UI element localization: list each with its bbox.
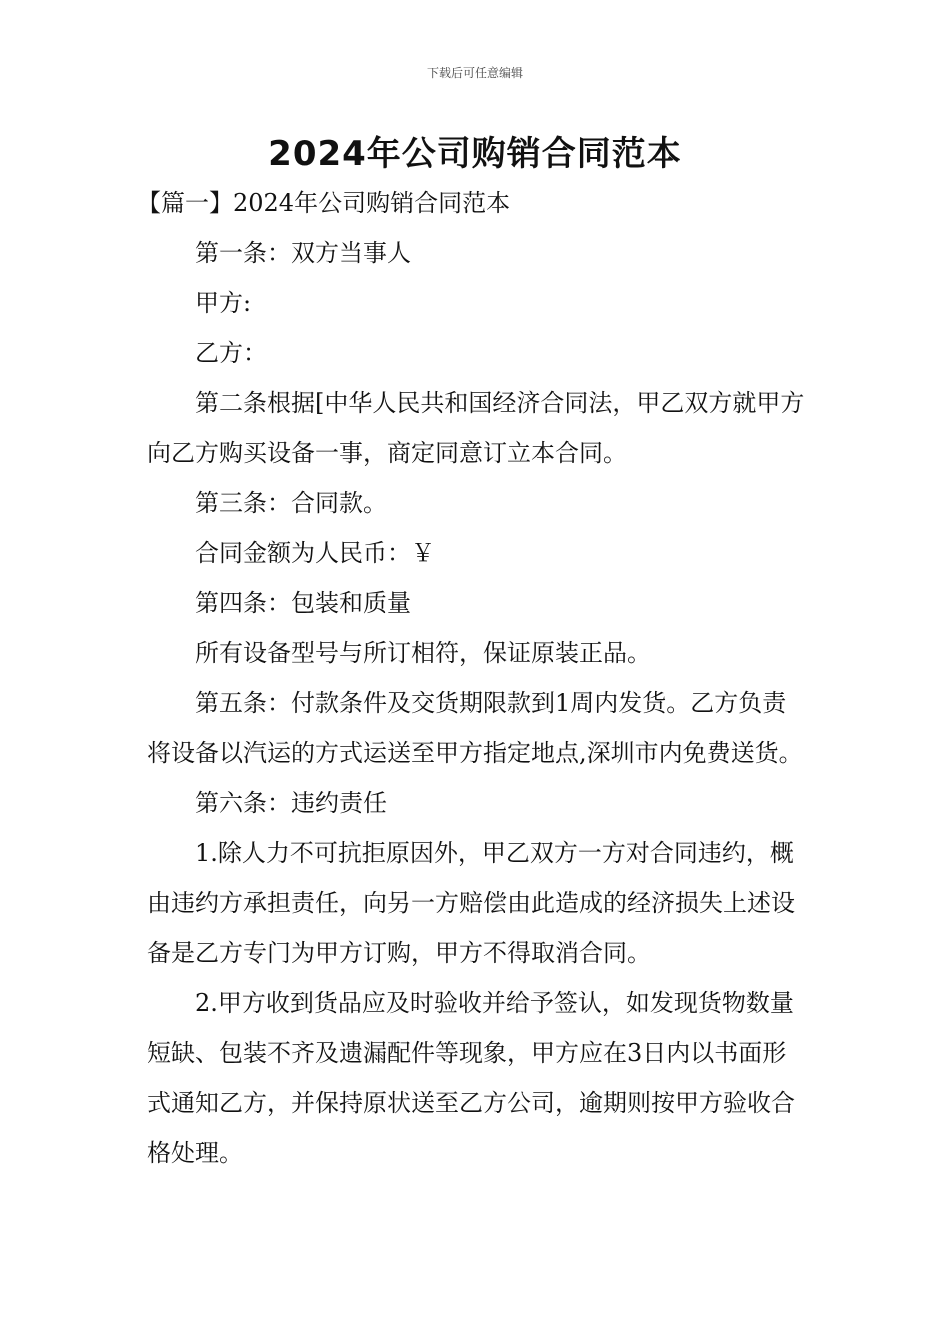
header-note: 下载后可任意编辑 (426, 66, 523, 80)
paragraph-article-6: 第六条：违约责任 (195, 789, 387, 817)
paragraph-article-2: 第二条根据[中华人民共和国经济合同法，甲乙双方就甲方向乙方购买设备一事，商定同意订立本合同。 (147, 389, 805, 467)
paragraph-party-a: 甲方: (195, 289, 252, 317)
paragraph-article-5: 第五条：付款条件及交货期限款到1周内发货。乙方负责将设备以汽运的方式运送至甲方指定地点,深圳市内免费送货。 (147, 689, 803, 767)
section-title: 【篇一】2024年公司购销合同范本 (137, 189, 511, 217)
paragraph-party-b: 乙方： (195, 339, 267, 367)
paragraph-clause-2: 2.甲方收到货品应及时验收并给予签认，如发现货物数量短缺、包装不齐及遗漏配件等现象，甲方应在3日内以书面形式通知乙方，并保持原状送至乙方公司，逾期则按甲方验收合格处理。 (147, 989, 795, 1167)
paragraph-article-1: 第一条：双方当事人 (195, 239, 411, 267)
document-body (137, 178, 809, 1178)
document-title: 2024年公司购销合同范本 (268, 134, 682, 174)
paragraph-quality: 所有设备型号与所订相符，保证原装正品。 (195, 639, 651, 667)
paragraph-article-3: 第三条：合同款。 (195, 489, 387, 517)
paragraph-clause-1: 1.除人力不可抗拒原因外，甲乙双方一方对合同违约，概由违约方承担责任，向另一方赔偿由此造成的经济损失上述设备是乙方专门为甲方订购，甲方不得取消合同。 (147, 839, 795, 967)
paragraph-contract-amount: 合同金额为人民币：￥ (195, 539, 435, 567)
paragraph-article-4: 第四条：包装和质量 (195, 589, 411, 617)
